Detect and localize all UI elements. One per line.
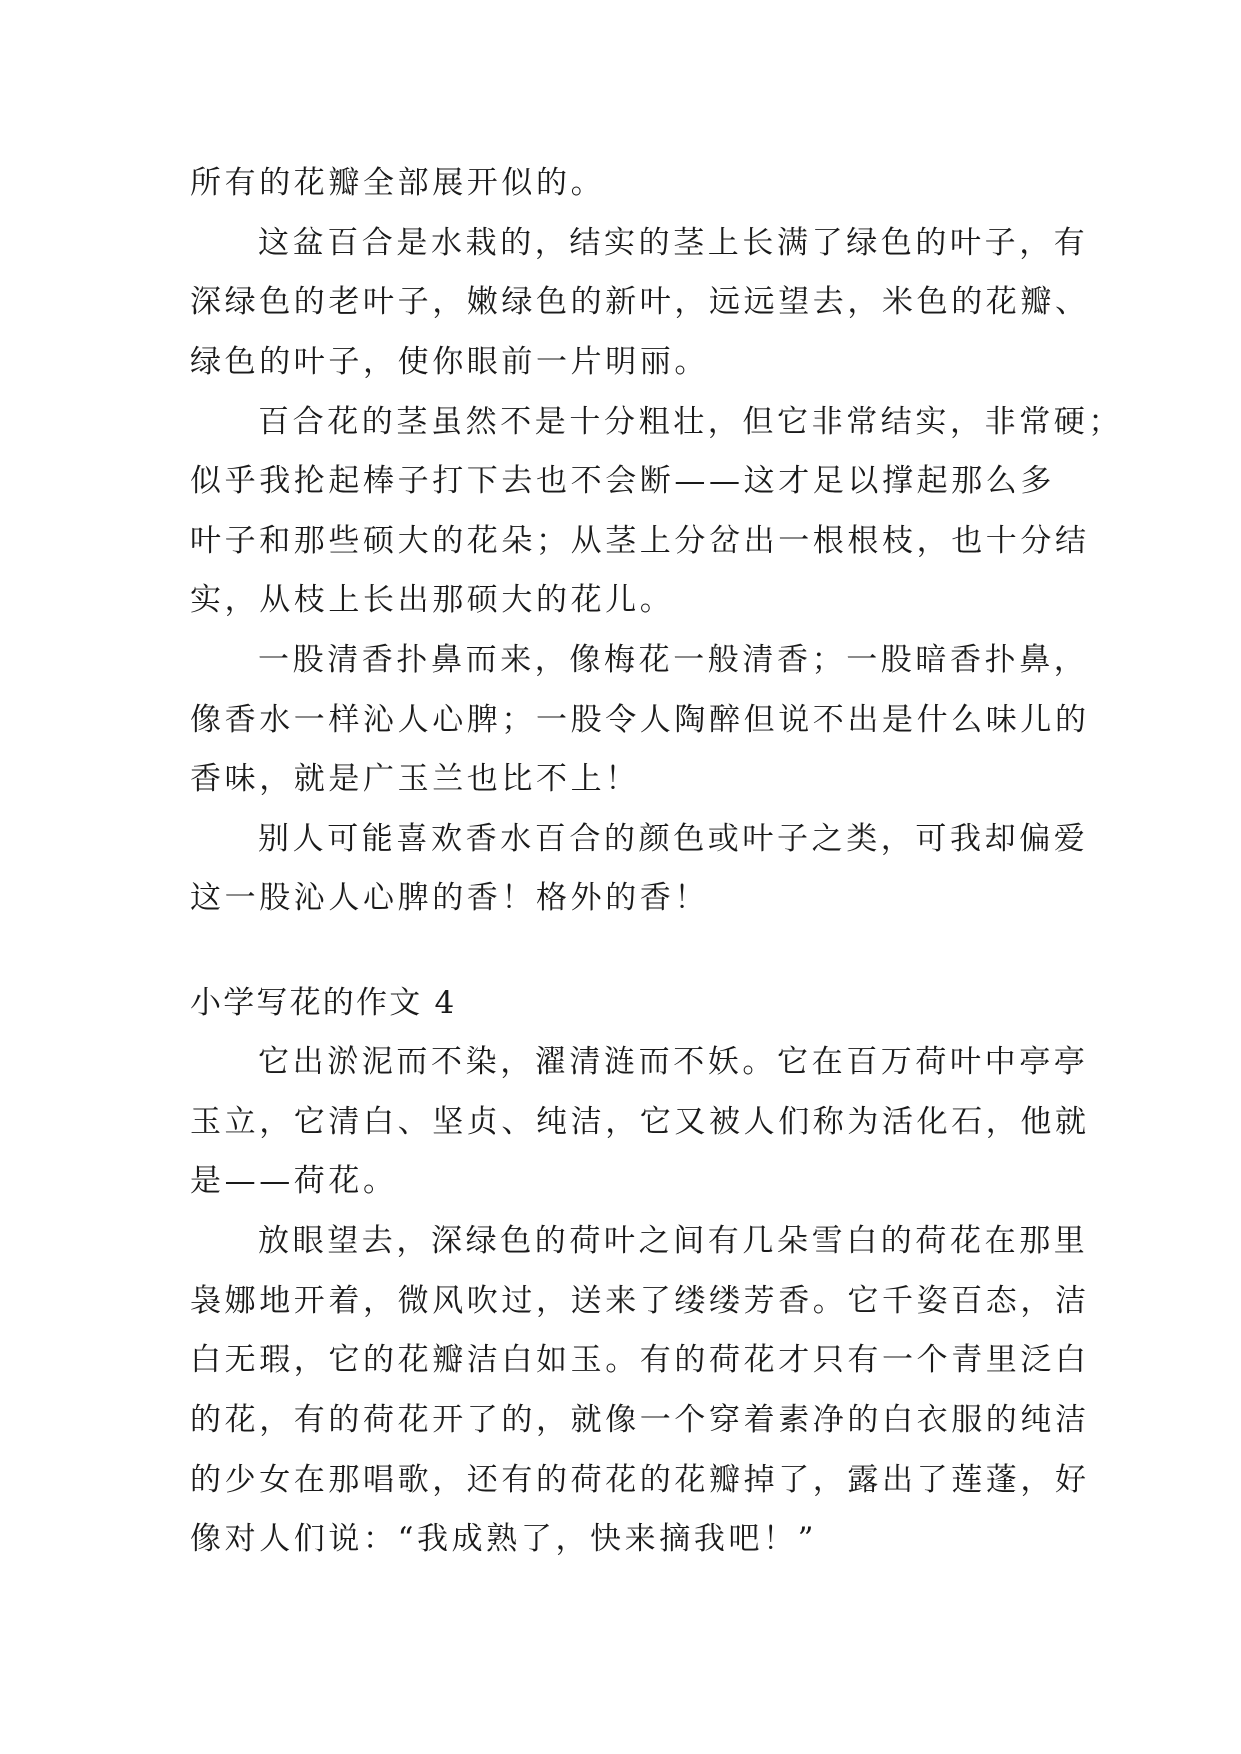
paragraph-line: 绿色的叶子，使你眼前一片明丽。	[190, 344, 709, 380]
paragraph-line: 白无瑕，它的花瓣洁白如玉。有的荷花才只有一个青里泛白	[190, 1342, 1090, 1378]
paragraph-line: 的少女在那唱歌，还有的荷花的花瓣掉了，露出了莲蓬，好	[190, 1462, 1090, 1498]
paragraph-line: 的花，有的荷花开了的，就像一个穿着素净的白衣服的纯洁	[190, 1402, 1090, 1438]
paragraph-line: 别人可能喜欢香水百合的颜色或叶子之类，可我却偏爱	[258, 821, 1089, 857]
paragraph-line: 袅娜地开着，微风吹过，送来了缕缕芳香。它千姿百态，洁	[190, 1283, 1090, 1319]
paragraph-line: 是——荷花。	[190, 1163, 398, 1199]
paragraph-line: 叶子和那些硕大的花朵；从茎上分岔出一根根枝，也十分结	[190, 523, 1090, 559]
paragraph-line: 玉立，它清白、坚贞、纯洁，它又被人们称为活化石，他就	[190, 1104, 1090, 1140]
section-heading: 小学写花的作文 4	[190, 985, 457, 1021]
paragraph-line: 这一股沁人心脾的香！格外的香！	[190, 880, 709, 916]
paragraph-line: 深绿色的老叶子，嫩绿色的新叶，远远望去，米色的花瓣、	[190, 284, 1090, 320]
paragraph-line: 香味，就是广玉兰也比不上！	[190, 761, 640, 797]
paragraph-line: 放眼望去，深绿色的荷叶之间有几朵雪白的荷花在那里	[258, 1223, 1089, 1259]
paragraph-line: 所有的花瓣全部展开似的。	[190, 165, 606, 201]
paragraph-line: 像对人们说：“我成熟了，快来摘我吧！”	[190, 1521, 818, 1557]
paragraph-line: 似乎我抡起棒子打下去也不会断——这才足以撑起那么多	[190, 463, 1055, 499]
paragraph-line: 实，从枝上长出那硕大的花儿。	[190, 582, 675, 618]
paragraph-line: 像香水一样沁人心脾；一股令人陶醉但说不出是什么味儿的	[190, 702, 1090, 738]
paragraph-line: 百合花的茎虽然不是十分粗壮，但它非常结实，非常硬；	[258, 404, 1123, 440]
paragraph-line: 这盆百合是水栽的，结实的茎上长满了绿色的叶子，有	[258, 225, 1089, 261]
paragraph-line: 它出淤泥而不染，濯清涟而不妖。它在百万荷叶中亭亭	[258, 1044, 1089, 1080]
paragraph-line: 一股清香扑鼻而来，像梅花一般清香；一股暗香扑鼻，	[258, 642, 1089, 678]
